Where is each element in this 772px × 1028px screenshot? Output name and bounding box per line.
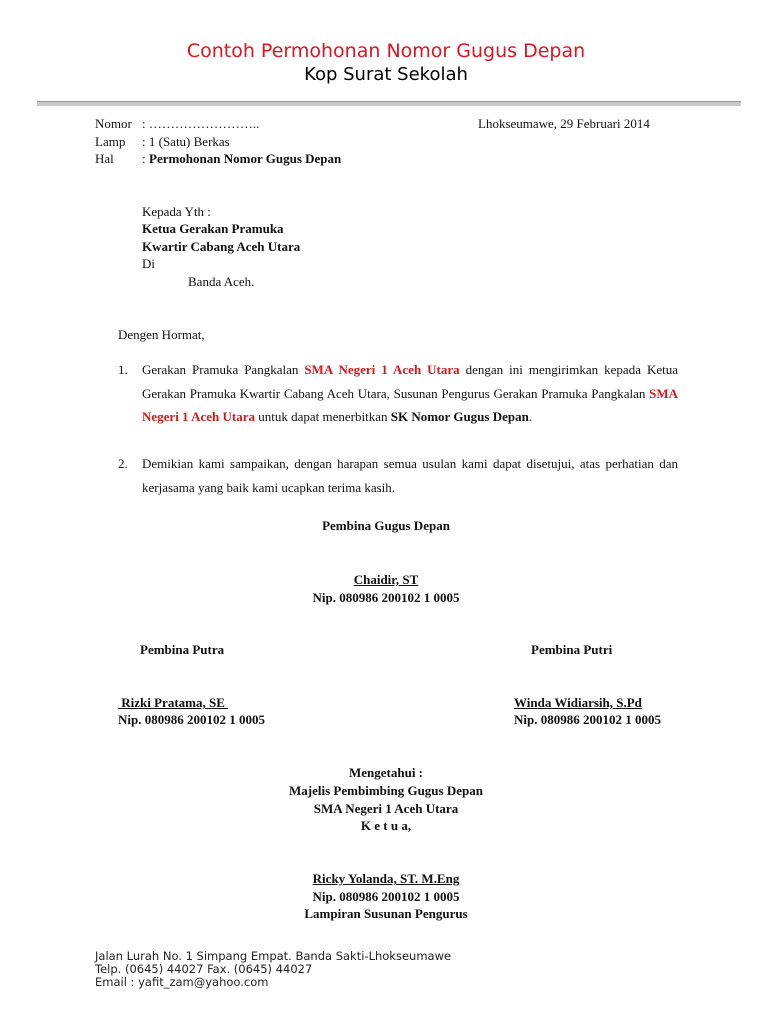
paragraph-2: Demikian kami sampaikan, dengan harapan semua usulan kami dapat disetujui, atas perhatian dan kerjasama yang baik kami ucapkan terima kasih. (142, 456, 678, 495)
recipient-ketua: Ketua Gerakan Pramuka (142, 221, 284, 236)
recipient-di: Di (142, 256, 155, 271)
recipient-kwartir: Kwartir Cabang Aceh Utara (142, 239, 301, 254)
p1-text-b: dengan ini mengirimkan kepada Ketua Gerakan Pramuka Kwartir Cabang Aceh Utara, Susunan Pengurus Gerakan Pramuka Pangkalan (142, 362, 678, 401)
pembina-putra-title: Pembina Putra (140, 642, 225, 657)
p1-text-c: untuk dapat menerbitkan (255, 409, 391, 424)
school-name-highlight: SMA Negeri 1 Aceh Utara (304, 362, 460, 377)
lamp-value: : 1 (Satu) Berkas (142, 134, 230, 149)
ketua-name: Ricky Yolanda, ST. M.Eng (312, 871, 460, 886)
header-divider (37, 101, 741, 106)
paragraph-1 (142, 358, 678, 429)
pembina-gudep-title: Pembina Gugus Depan (322, 518, 450, 533)
pembina-gudep-name: Chaidir, ST (353, 572, 419, 587)
hal-colon: : (142, 151, 146, 166)
nomor-label: Nomor (95, 116, 132, 131)
lamp-label: Lamp (95, 134, 126, 149)
pembina-putri-name: Winda Widiarsih, S.Pd (514, 695, 642, 710)
pembina-putra-name: Rizki Pratama, SE (118, 695, 229, 710)
ketua-label: K e t u a, (360, 818, 412, 833)
paragraph-2-number: 2. (118, 456, 128, 471)
recipient-kepada: Kepada Yth : (142, 204, 211, 219)
p1-text-end: . (528, 409, 533, 424)
mengetahui-label: Mengetahui : (348, 765, 424, 780)
school-name-highlight: SMA Negeri 1 Aceh Utara (142, 385, 678, 424)
recipient-city: Banda Aceh. (188, 274, 255, 289)
hal-value: Permohonan Nomor Gugus Depan (149, 151, 342, 166)
hal-label: Hal (95, 151, 114, 166)
letter-date: Lhokseumawe, 29 Februari 2014 (478, 116, 650, 131)
ketua-nip: Nip. 080986 200102 1 0005 (312, 889, 460, 904)
letter-subtitle: Kop Surat Sekolah (304, 64, 468, 85)
pembina-putra-nip: Nip. 080986 200102 1 0005 (118, 712, 265, 727)
pembina-putri-nip: Nip. 080986 200102 1 0005 (514, 712, 661, 727)
paragraph-1-number: 1. (118, 362, 128, 377)
nomor-value: : …………………….. (142, 116, 260, 131)
letter-title: Contoh Permohonan Nomor Gugus Depan (186, 40, 586, 62)
school-name: SMA Negeri 1 Aceh Utara (313, 801, 459, 816)
pembina-putri-title: Pembina Putri (531, 642, 613, 657)
greeting: Dengen Hormat, (118, 327, 205, 342)
p1-text-a: Gerakan Pramuka Pangkalan (142, 362, 305, 377)
footer-address: Jalan Lurah No. 1 Simpang Empat. Banda Sakti-Lhokseumawe (95, 949, 452, 963)
footer-phone: Telp. (0645) 44027 Fax. (0645) 44027 (95, 962, 313, 976)
pembina-gudep-nip: Nip. 080986 200102 1 0005 (312, 590, 460, 605)
sk-nomor-gugus-depan: SK Nomor Gugus Depan (390, 409, 529, 424)
majelis-title: Majelis Pembimbing Gugus Depan (289, 783, 483, 798)
lampiran-label: Lampiran Susunan Pengurus (304, 906, 468, 921)
footer-email: Email : yafit_zam@yahoo.com (95, 975, 269, 989)
